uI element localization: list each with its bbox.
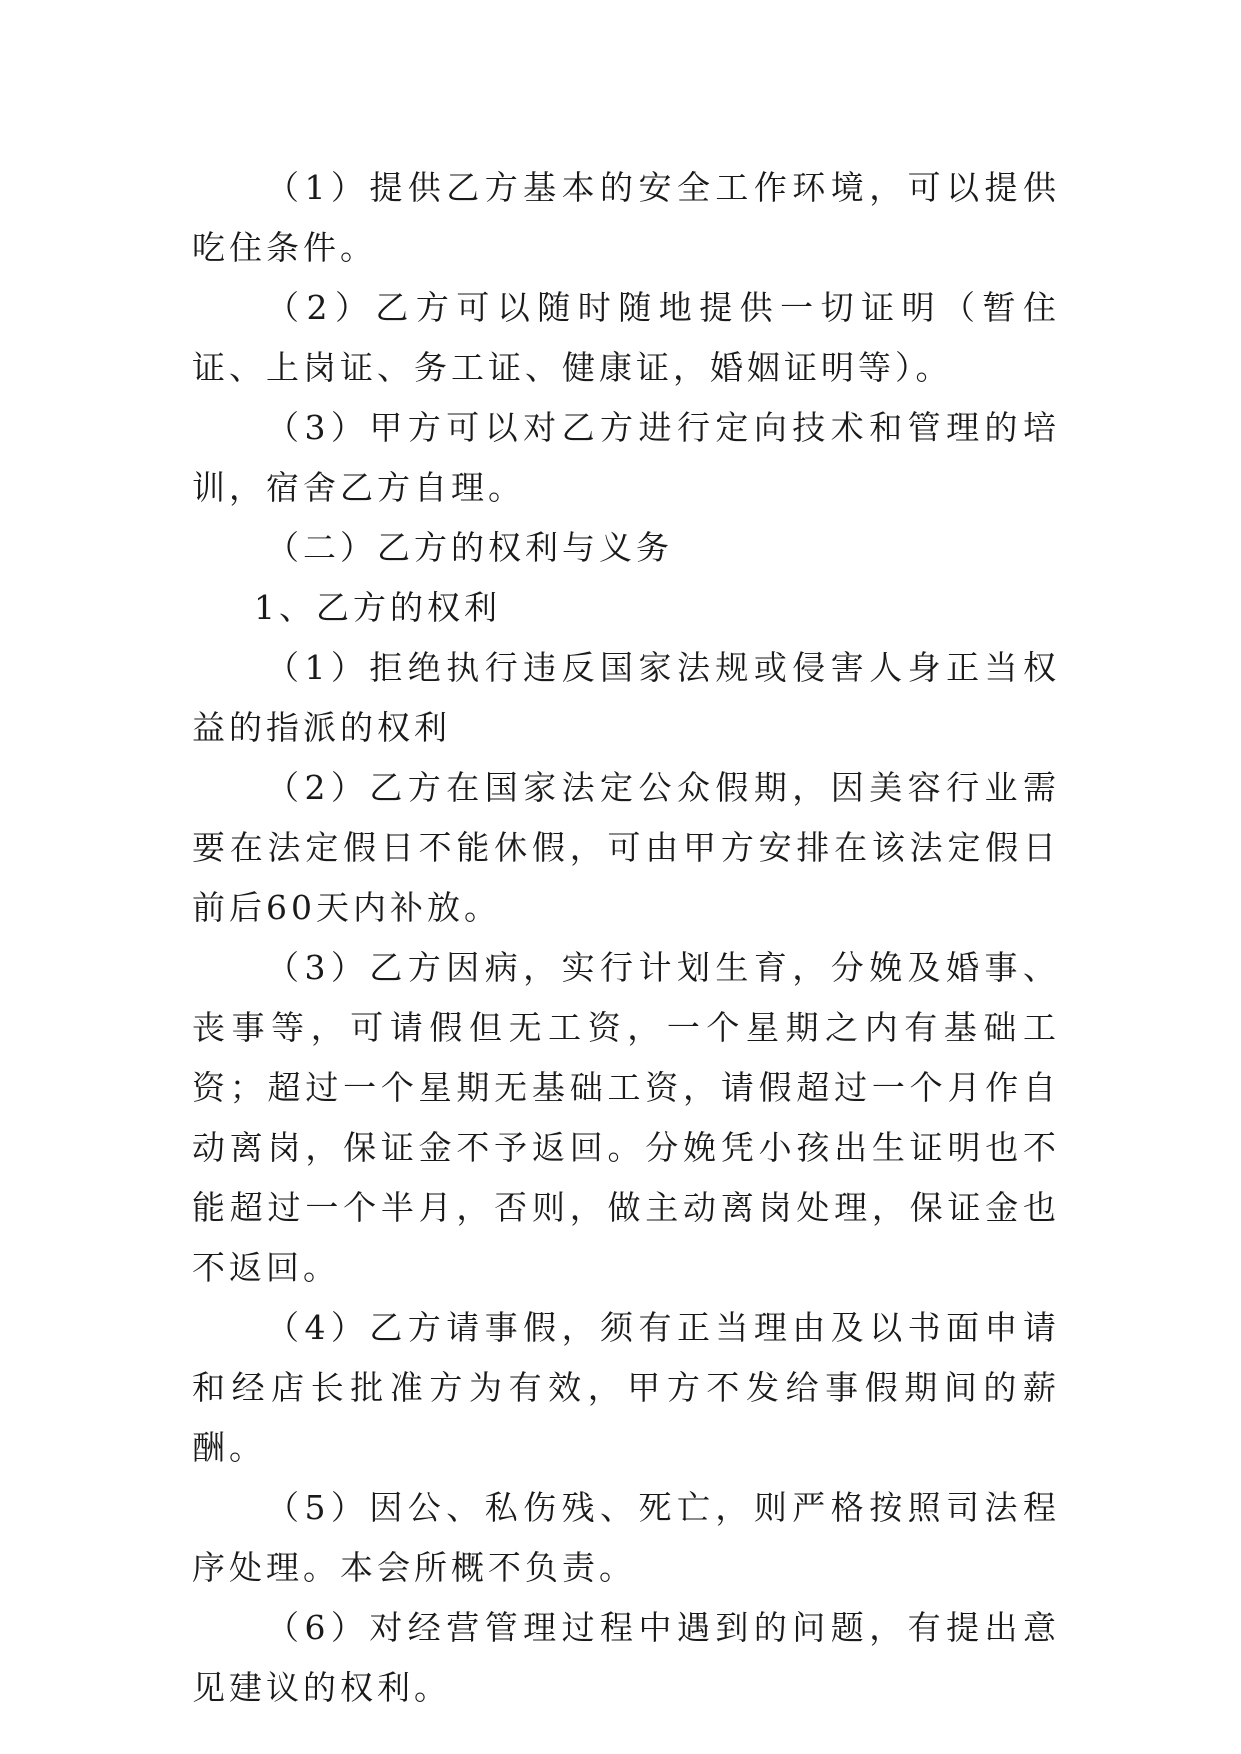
section-heading-rights-obligations: （二）乙方的权利与义务 bbox=[266, 528, 673, 567]
paragraph-holidays: （2）乙方在国家法定公众假期，因美容行业需要在法定假日不能休假，可由甲方安排在该法定假日前后60天内补放。 bbox=[192, 768, 1060, 927]
paragraph-sick-leave: （3）乙方因病，实行计划生育，分娩及婚事、丧事等，可请假但无工资，一个星期之内有基础工资；超过一个星期无基础工资，请假超过一个月作自动离岗，保证金不予返回。分娩凭小孩出生证明也不能超过一个半月，否则，做主动离岗处理，保证金也不返回。 bbox=[192, 948, 1060, 1287]
paragraph-provide-environment: （1）提供乙方基本的安全工作环境，可以提供吃住条件。 bbox=[192, 168, 1060, 267]
subsection-heading-rights: 1、乙方的权利 bbox=[254, 588, 501, 627]
paragraph-suggestions: （6）对经营管理过程中遇到的问题，有提出意见建议的权利。 bbox=[192, 1608, 1060, 1707]
document-body bbox=[192, 158, 1060, 1718]
paragraph-personal-leave: （4）乙方请事假，须有正当理由及以书面申请和经店长批准方为有效，甲方不发给事假期间的薪酬。 bbox=[192, 1308, 1060, 1467]
paragraph-training: （3）甲方可以对乙方进行定向技术和管理的培训，宿舍乙方自理。 bbox=[192, 408, 1060, 507]
paragraph-provide-certificates: （2）乙方可以随时随地提供一切证明（暂住证、上岗证、务工证、健康证，婚姻证明等）。 bbox=[192, 288, 1060, 387]
paragraph-refuse-illegal: （1）拒绝执行违反国家法规或侵害人身正当权益的指派的权利 bbox=[192, 648, 1060, 747]
paragraph-injury: （5）因公、私伤残、死亡，则严格按照司法程序处理。本会所概不负责。 bbox=[192, 1488, 1060, 1587]
